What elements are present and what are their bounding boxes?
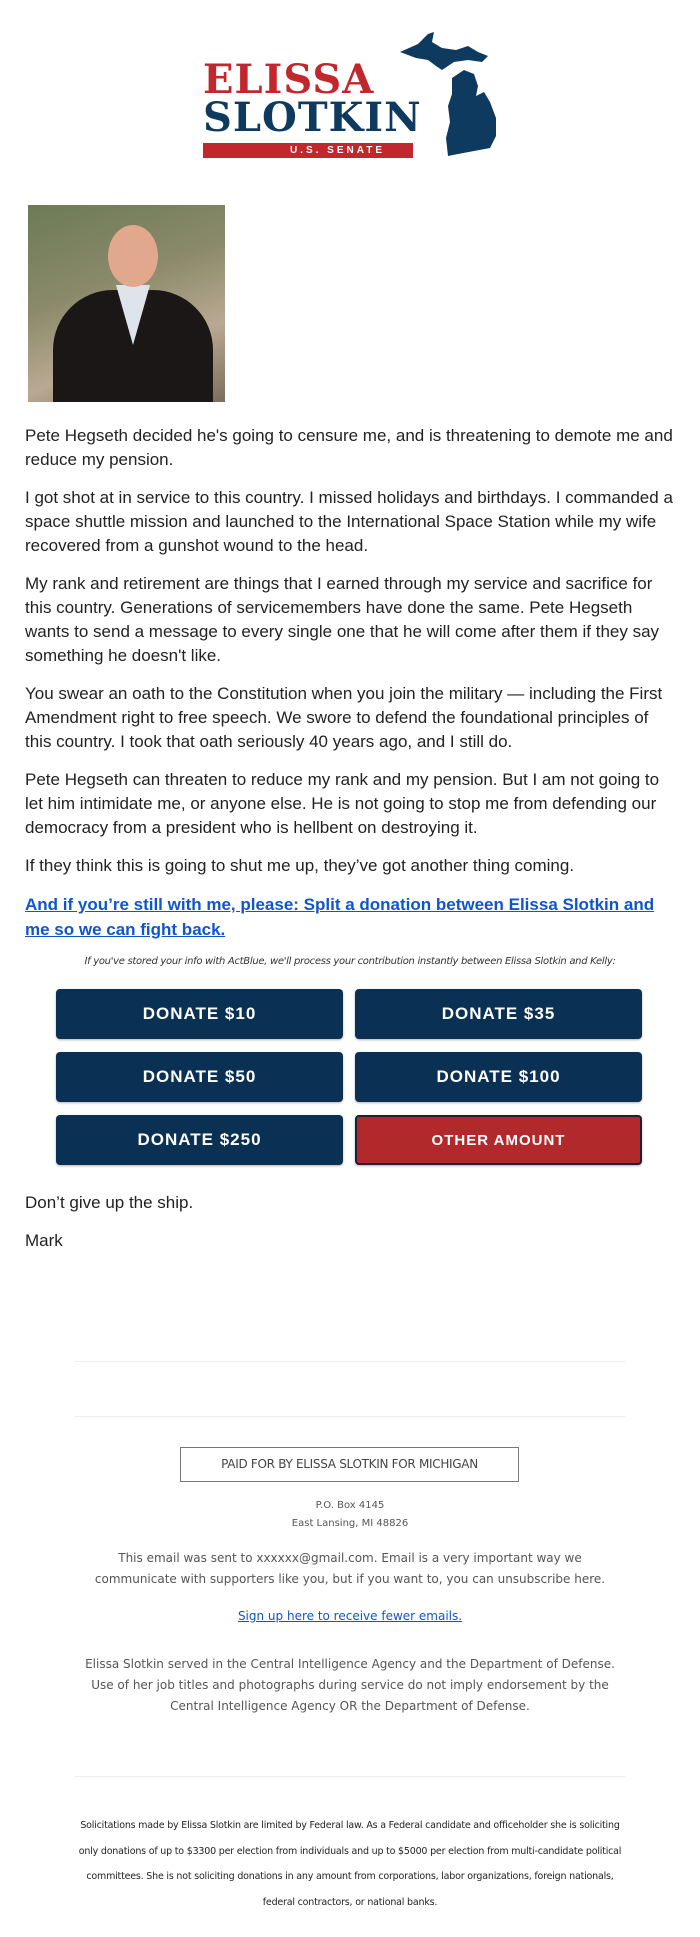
fewer-emails-row xyxy=(0,1609,700,1623)
logo-subtitle: U.S. SENATE xyxy=(203,143,413,158)
donate-35-button[interactable]: DONATE $35 xyxy=(355,989,642,1039)
signature: Mark xyxy=(25,1231,63,1250)
divider xyxy=(75,1416,625,1417)
address-line2: East Lansing, MI 48826 xyxy=(291,1518,409,1529)
photo-head xyxy=(108,225,158,287)
mailing-address xyxy=(0,1497,700,1533)
donate-250-button[interactable]: DONATE $250 xyxy=(56,1115,343,1165)
paragraph: I got shot at in service to this country. I missed holidays and birthdays. I commanded a space shuttle mission and launched to the International Space Station while my wife recovered from a gunshot wound to the head. xyxy=(25,488,673,555)
sender-photo xyxy=(28,205,225,402)
donate-10-button[interactable]: DONATE $10 xyxy=(56,989,343,1039)
closing-line: Don’t give up the ship. xyxy=(25,1193,194,1212)
paragraph: Pete Hegseth can threaten to reduce my rank and my pension. But I am not going to let him intimidate me, or anyone else. He is not going to stop me from defending our democracy from a president who is hellbent on destroying it. xyxy=(25,770,660,837)
fewer-emails-link[interactable]: Sign up here to receive fewer emails. xyxy=(237,1609,463,1623)
campaign-logo xyxy=(203,30,503,160)
legal-disclaimer: Solicitations made by Elissa Slotkin are limited by Federal law. As a Federal candidate and officeholder she is soliciting only donations of up to $3300 per election from individuals and up to $5000 per election from multi-candidate political committees. She is not soliciting donations in any amount from corporations, labor organizations, foreign nationals, federal contractors, or national banks. xyxy=(78,1820,622,1908)
other-amount-button[interactable]: OTHER AMOUNT xyxy=(355,1115,642,1165)
donation-buttons xyxy=(56,989,675,1165)
paragraph: My rank and retirement are things that I earned through my service and sacrifice for this country. Generations of servicemembers have done the same. Pete Hegseth wants to send a message to every single one that he will come after them if they say something he doesn't like. xyxy=(25,574,660,665)
paragraph: If they think this is going to shut me up, they’ve got another thing coming. xyxy=(25,856,575,875)
divider xyxy=(75,1361,625,1362)
address-line1: P.O. Box 4145 xyxy=(315,1500,385,1511)
sent-to-notice: This email was sent to xxxxxx@gmail.com. Email is a very important way we communicate with supporters like you, but if you want to, you can unsubscribe here. xyxy=(94,1551,606,1586)
email-body xyxy=(25,424,675,1267)
logo-line1: ELISSA xyxy=(203,56,375,103)
paragraph: Pete Hegseth decided he's going to censure me, and is threatening to demote me and reduce my pension. xyxy=(25,426,673,469)
divider xyxy=(75,1776,625,1777)
cia-disclaimer: Elissa Slotkin served in the Central Intelligence Agency and the Department of Defense. Use of her job titles and photographs during service do not imply endorsement by the Central Intelligence Agency OR the Department of Defense. xyxy=(85,1657,615,1713)
michigan-map-icon xyxy=(398,30,508,160)
donate-100-button[interactable]: DONATE $100 xyxy=(355,1052,642,1102)
split-donation-link[interactable]: And if you’re still with me, please: Split a donation between Elissa Slotkin and me so we can fight back. xyxy=(25,895,655,939)
paid-for-box: PAID FOR BY ELISSA SLOTKIN FOR MICHIGAN xyxy=(180,1447,519,1482)
donate-50-button[interactable]: DONATE $50 xyxy=(56,1052,343,1102)
actblue-note: If you've stored your info with ActBlue, we'll process your contribution instantly between Elissa Slotkin and Kelly: xyxy=(84,956,616,967)
paragraph: You swear an oath to the Constitution when you join the military — including the First Amendment right to free speech. We swore to defend the foundational principles of this country. I took that oath seriously 40 years ago, and I still do. xyxy=(25,684,663,751)
logo-line2: SLOTKIN xyxy=(203,94,422,141)
